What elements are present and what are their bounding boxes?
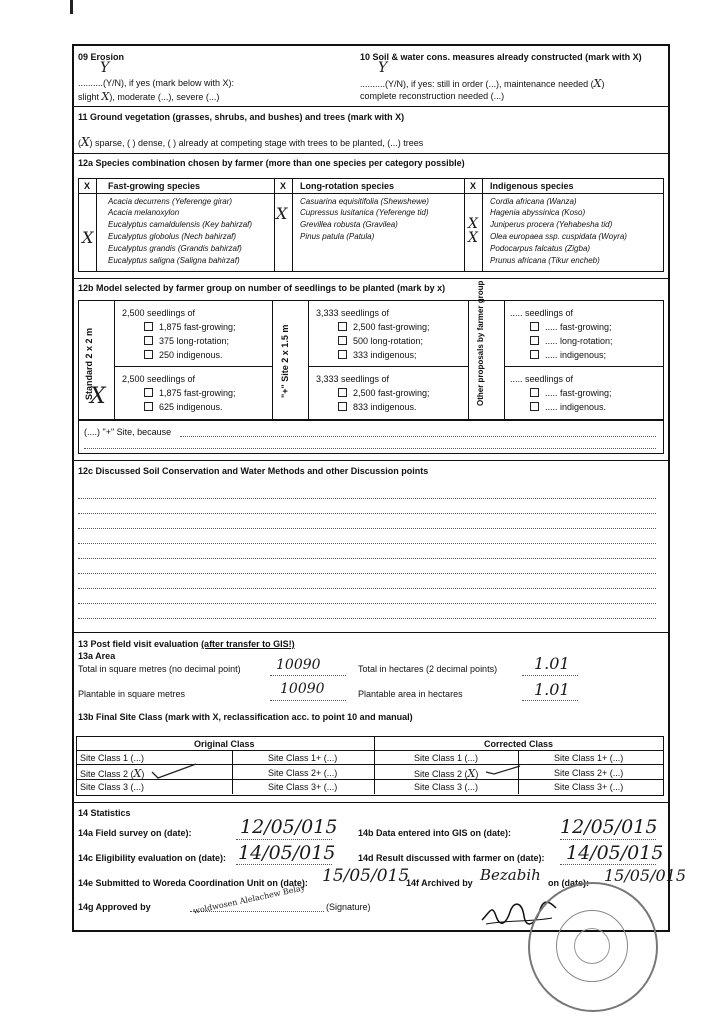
vegetation-title: 11 Ground vegetation (grasses, shrubs, and bushes) and trees (mark with X)	[78, 112, 405, 122]
stat-14f-by: Bezabih	[480, 866, 541, 884]
erosion-answer: Y	[100, 60, 110, 76]
indigenous-species-item: Hagenia abyssinica (Koso)	[490, 208, 586, 217]
plant-sqm-value: 10090	[280, 681, 325, 697]
approver-stamp-text: woldwosen Alelachew Belay	[192, 883, 306, 916]
std-a-item: 1,875 fast-growing;	[144, 322, 236, 333]
stat-14c-label: 14c Eligibility evaluation on (date):	[78, 853, 227, 863]
discussion-title: 12c Discussed Soil Conservation and Water Methods and other Discussion points	[78, 466, 429, 476]
soil-water-yn-text: ..........(Y/N), if yes: still in order (...), maintenance needed (X)	[360, 77, 605, 90]
indigenous-species-item: Podocarpus falcatus (Zigba)	[490, 244, 591, 253]
erosion-title: 09 Erosion	[78, 52, 125, 62]
stat-14g-label: 14g Approved by	[78, 902, 151, 912]
fast-growing-header: Fast-growing species	[108, 181, 201, 191]
site-because-label: (....) "+" Site, because	[84, 427, 172, 437]
site-class-cell: Site Class 1+ (...)	[554, 753, 624, 763]
divider	[72, 632, 668, 633]
species-x-header: X	[280, 181, 287, 191]
indigenous-species-item: Juniperus procera (Yehabesha tid)	[490, 220, 613, 229]
long-rotation-header: Long-rotation species	[300, 181, 395, 191]
total-ha-label: Total in hectares (2 decimal points)	[358, 664, 498, 674]
fast-species-item: Eucalyptus grandis (Grandis bahirzaf)	[108, 244, 242, 253]
site-class-cell: Site Class 2 (X)	[414, 767, 479, 780]
site-a-item: 2,500 fast-growing;	[338, 322, 430, 333]
stat-14a-label: 14a Field survey on (date):	[78, 828, 192, 838]
original-class-header: Original Class	[194, 739, 255, 749]
site-a-item: 333 indigenous;	[338, 350, 417, 361]
fast-species-item: Eucalyptus saligna (Saligna bahirzaf)	[108, 256, 240, 265]
plant-ha-label: Plantable area in hectares	[358, 689, 463, 699]
site-class-cell: Site Class 3 (...)	[414, 782, 479, 792]
checkmark-icon	[484, 762, 524, 776]
site-class-cell: Site Class 2+ (...)	[268, 768, 338, 778]
species-title: 12a Species combination chosen by farmer (more than one species per category possible)	[78, 158, 465, 168]
std-a-head: 2,500 seedlings of	[122, 308, 196, 318]
standard-mark: X	[90, 384, 106, 409]
discussion-line[interactable]	[78, 498, 656, 499]
site-a-head: 3,333 seedlings of	[316, 308, 390, 318]
stat-14f-value: 15/05/015	[604, 866, 687, 885]
site-b-item: 2,500 fast-growing;	[338, 388, 430, 399]
statistics-title: 14 Statistics	[78, 808, 131, 818]
long-species-item: Pinus patula (Patula)	[300, 232, 375, 241]
site-label: "+" Site 2 x 1.5 m	[280, 324, 290, 398]
other-b-item: ..... indigenous.	[530, 402, 606, 413]
site-class-cell: Site Class 1+ (...)	[268, 753, 338, 763]
plant-sqm-label: Plantable in square metres	[78, 689, 186, 699]
stat-14f-on: on (date):	[548, 878, 589, 888]
long-species-item: Casuarina equisitifolia (Shewshewe)	[300, 197, 429, 206]
mark-cupressus: X	[276, 204, 288, 223]
soil-water-answer: Y	[378, 60, 388, 76]
divider	[72, 278, 668, 279]
official-seal-center	[574, 928, 610, 964]
other-a-item: ..... long-rotation;	[530, 336, 613, 347]
fast-species-item: Eucalyptus globolus (Nech bahirzaf)	[108, 232, 237, 241]
stat-14f-label: 14f Archived by	[406, 878, 473, 888]
stat-14a-value: 12/05/015	[240, 816, 338, 838]
long-species-item: Grevillea robusta (Gravilea)	[300, 220, 398, 229]
indigenous-species-item: Cordia africana (Wanza)	[490, 197, 577, 206]
site-a-item: 500 long-rotation;	[338, 336, 423, 347]
stat-14e-label: 14e Submitted to Woreda Coordination Unit on (date):	[78, 878, 308, 888]
site-class-cell: Site Class 1 (...)	[80, 753, 145, 763]
mark-eucalyptus-globolus: X	[82, 228, 94, 247]
std-b-item: 1,875 fast-growing;	[144, 388, 236, 399]
mark-olea: X	[468, 230, 478, 246]
long-species-item: Cupressus lusitanica (Yeferenge tid)	[300, 208, 429, 217]
std-a-item: 375 long-rotation;	[144, 336, 229, 347]
site-class-cell: Site Class 2+ (...)	[554, 768, 624, 778]
site-class-title: 13b Final Site Class (mark with X, reclassification acc. to point 10 and manual)	[78, 712, 413, 722]
plant-ha-value: 1.01	[534, 680, 570, 699]
indigenous-species-item: Prunus africana (Tikur encheb)	[490, 256, 600, 265]
indigenous-header: Indigenous species	[490, 181, 574, 191]
divider	[72, 460, 668, 461]
discussion-line[interactable]	[78, 603, 656, 604]
stat-14d-label: 14d Result discussed with farmer on (date):	[358, 853, 545, 863]
erosion-yn-text: ..........(Y/N), if yes (mark below with X):	[78, 78, 235, 88]
divider	[72, 153, 668, 154]
fast-species-item: Eucalyptus camaldulensis (Key bahirzaf)	[108, 220, 253, 229]
site-class-cell: Site Class 3+ (...)	[554, 782, 624, 792]
stat-14e-value: 15/05/015	[322, 866, 410, 886]
other-label: Other proposals by farmer group	[476, 280, 485, 406]
discussion-line[interactable]	[78, 558, 656, 559]
mark-juniperus: X	[468, 216, 478, 232]
discussion-line[interactable]	[78, 573, 656, 574]
checkmark-icon	[150, 760, 200, 780]
soil-water-line2: complete reconstruction needed (...)	[360, 91, 505, 101]
stat-14b-value: 12/05/015	[560, 816, 658, 838]
site-class-cell: Site Class 3 (...)	[80, 782, 145, 792]
total-sqm-label: Total in square metres (no decimal point)	[78, 664, 241, 674]
site-class-cell: Site Class 2 (X)	[80, 767, 145, 780]
discussion-line[interactable]	[78, 513, 656, 514]
other-a-item: ..... fast-growing;	[530, 322, 612, 333]
divider	[72, 106, 668, 107]
site-class-cell: Site Class 3+ (...)	[268, 782, 338, 792]
stat-14c-value: 14/05/015	[238, 842, 336, 864]
other-b-head: ..... seedlings of	[510, 374, 574, 384]
other-b-item: ..... fast-growing;	[530, 388, 612, 399]
species-x-header: X	[470, 181, 477, 191]
corrected-class-header: Corrected Class	[484, 739, 554, 749]
std-a-item: 250 indigenous.	[144, 350, 223, 361]
stat-14b-label: 14b Data entered into GIS on (date):	[358, 828, 512, 838]
standard-label: Standard 2 x 2 m	[84, 327, 94, 400]
fast-species-item: Acacia decurrens (Yeferenge girar)	[108, 197, 233, 206]
site-b-item: 833 indigenous.	[338, 402, 417, 413]
std-b-item: 625 indigenous.	[144, 402, 223, 413]
discussion-line[interactable]	[78, 528, 656, 529]
other-a-item: ..... indigenous;	[530, 350, 606, 361]
fast-species-item: Acacia melanoxylon	[108, 208, 180, 217]
total-ha-value: 1.01	[534, 654, 570, 673]
other-a-head: ..... seedlings of	[510, 308, 574, 318]
divider	[72, 802, 668, 803]
site-class-cell: Site Class 1 (...)	[414, 753, 479, 763]
signature-label: (Signature)	[326, 902, 371, 912]
species-x-header: X	[84, 181, 91, 191]
post-eval-title: 13 Post field visit evaluation (after transfer to GIS!)	[78, 639, 295, 649]
species-header-line	[78, 193, 664, 194]
stat-14d-value: 14/05/015	[566, 842, 664, 864]
area-title: 13a Area	[78, 651, 116, 661]
discussion-line[interactable]	[78, 588, 656, 589]
model-title: 12b Model selected by farmer group on number of seedlings to be planted (mark by x)	[78, 283, 446, 293]
site-b-head: 3,333 seedlings of	[316, 374, 390, 384]
indigenous-species-item: Olea europaea ssp. cuspidata (Woyra)	[490, 232, 627, 241]
discussion-line[interactable]	[78, 618, 656, 619]
std-b-head: 2,500 seedlings of	[122, 374, 196, 384]
total-sqm-value: 10090	[276, 657, 321, 673]
discussion-line[interactable]	[78, 543, 656, 544]
soil-water-title: 10 Soil & water cons. measures already constructed (mark with X)	[360, 52, 642, 62]
vegetation-options: (X) sparse, ( ) dense, ( ) already at competing stage with trees to be planted, (...) trees	[78, 135, 424, 149]
erosion-options: slight X), moderate (...), severe (...)	[78, 90, 220, 103]
scan-mark	[70, 0, 73, 14]
